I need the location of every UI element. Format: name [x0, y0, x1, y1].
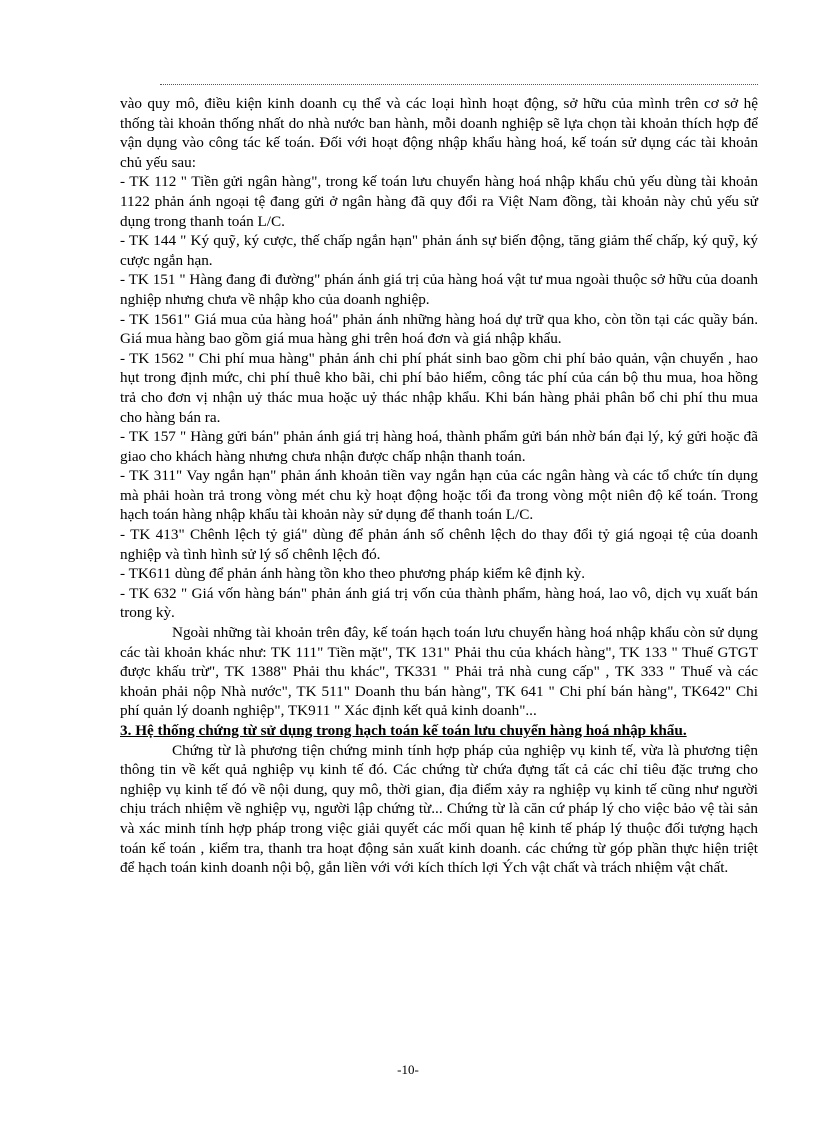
- paragraph-other-accounts: Ngoài những tài khoản trên đây, kế toán hạch toán lưu chuyển hàng hoá nhập khẩu còn sử dụng các tài khoản khác như: TK 111" Tiền mặt", TK 131" Phải thu của khách hàng", TK 133 " Thuế GTGT được khấu trừ", TK 1388" Phải thu khác", TK331 " Phải trả nhà cung cấp" , TK 333 " Thuế và các khoản phải nộp Nhà nước", TK 511" Doanh thu bán hàng", TK 641 " Chi phí bán hàng", TK642" Chi phí quản lý doanh nghiệp", TK911 " Xác định kết quả kinh doanh"...: [120, 624, 758, 720]
- account-item-tk1562: - TK 1562 " Chi phí mua hàng" phản ánh chi phí phát sinh bao gồm chi phí bảo quản, vận chuyển , hao hụt trong định mức, chi phí thuê kho bãi, chi phí bảo hiểm, công tác phí của cán bộ thu mua, hoa hồng trả cho đơn vị nhận uỷ thác mua hoặc uỷ thác nhập khẩu. Khi bán hàng phải phân bổ chi phí thu mua cho hàng bán ra.: [120, 349, 758, 426]
- account-item-tk151: - TK 151 " Hàng đang đi đường" phán ánh giá trị của hàng hoá vật tư mua ngoài thuộc sở hữu của doanh nghiệp nhưng chưa về nhập kho của doanh nghiệp.: [120, 271, 758, 308]
- section-heading: 3. Hệ thống chứng từ sử dụng trong hạch toán kế toán lưu chuyển hàng hoá nhập khẩu.: [120, 722, 687, 739]
- account-item-tk632: - TK 632 " Giá vốn hàng bán" phản ánh giá trị vốn của thành phẩm, hàng hoá, lao vô, dịch vụ xuất bán trong kỳ.: [120, 584, 758, 622]
- account-item-tk144: - TK 144 " Ký quỹ, ký cược, thế chấp ngắn hạn" phản ánh sự biến động, tăng giảm thế chấp, ký quỹ, ký cược ngắn hạn.: [120, 232, 758, 269]
- page-body: [120, 94, 758, 878]
- account-item-tk157: - TK 157 " Hàng gửi bán" phản ánh giá trị hàng hoá, thành phẩm gửi bán nhờ bán đại lý, ký gửi hoặc đã giao cho khách hàng nhưng chưa nhận được chấp nhận thanh toán.: [120, 428, 758, 465]
- account-item-tk611: - TK611 dùng để phản ánh hàng tồn kho theo phương pháp kiểm kê định kỳ.: [120, 565, 586, 583]
- paragraph-intro: vào quy mô, điều kiện kinh doanh cụ thể và các loại hình hoạt động, sở hữu của mình trên cơ sở hệ thống tài khoản thống nhất do nhà nước ban hành, mỗi doanh nghiệp sẽ lựa chọn tài khoản thích hợp để vận dụng vào công tác kế toán. Đối với hoạt động nhập khẩu hàng hoá, kế toán sử dụng các tài khoản chủ yếu sau:: [120, 95, 758, 171]
- account-item-tk311: - TK 311" Vay ngắn hạn" phản ánh khoản tiền vay ngắn hạn của các ngân hàng và các tổ chức tín dụng mà phải hoàn trả trong vòng mét chu kỳ hoạt động hoặc tối đa trong vòng một niên độ kế toán. Trong hạch toán hàng nhập khẩu tài khoản này sử dụng để thanh toán L/C.: [120, 467, 758, 524]
- header-rule: [160, 84, 758, 85]
- page-number: -10-: [397, 1062, 419, 1077]
- paragraph-documents: Chứng từ là phương tiện chứng minh tính hợp pháp của nghiệp vụ kinh tế, vừa là phương tiện thông tin về kết quả nghiệp vụ kinh tế đó. Các chứng từ chứa đựng tất cả các chỉ tiêu đặc trưng cho nghiệp vụ kinh tế đó về nội dung, quy mô, thời gian, địa điểm xảy ra nghiệp vụ kinh tế cũng như người chịu trách nhiệm về nghiệp vụ, người lập chứng từ... Chứng từ là căn cứ pháp lý cho việc bảo vệ tài sản và xác minh tính hợp pháp trong việc giải quyết các mối quan hệ kinh tế pháp lý thuộc đối tượng hạch toán kế toán , kiểm tra, thanh tra hoạt động sản xuất kinh doanh. các chứng từ góp phần thực hiện triệt để hạch toán kinh doanh nội bộ, gắn liền với với kích thích lợi Ých vật chất và trách nhiệm vật chất.: [120, 741, 758, 877]
- account-item-tk1561: - TK 1561" Giá mua của hàng hoá" phản ánh những hàng hoá dự trữ qua kho, còn tồn tại các quầy bán. Giá mua hàng bao gồm giá mua hàng ghi trên hoá đơn và giá nhập khẩu.: [120, 310, 758, 348]
- account-item-tk413: - TK 413" Chênh lệch tỷ giá" dùng để phản ánh số chênh lệch do thay đổi tỷ giá ngoại tệ của doanh nghiệp và tình hình sử lý số chênh lệch đó.: [120, 526, 758, 563]
- account-item-tk112: - TK 112 " Tiền gửi ngân hàng", trong kế toán lưu chuyển hàng hoá nhập khẩu chủ yếu dùng tài khoản 1122 phản ánh ngoại tệ đang gửi ở ngân hàng đã quy đổi ra Việt Nam đồng, tài khoản này chủ yếu sử dụng trong thanh toán L/C.: [120, 173, 758, 230]
